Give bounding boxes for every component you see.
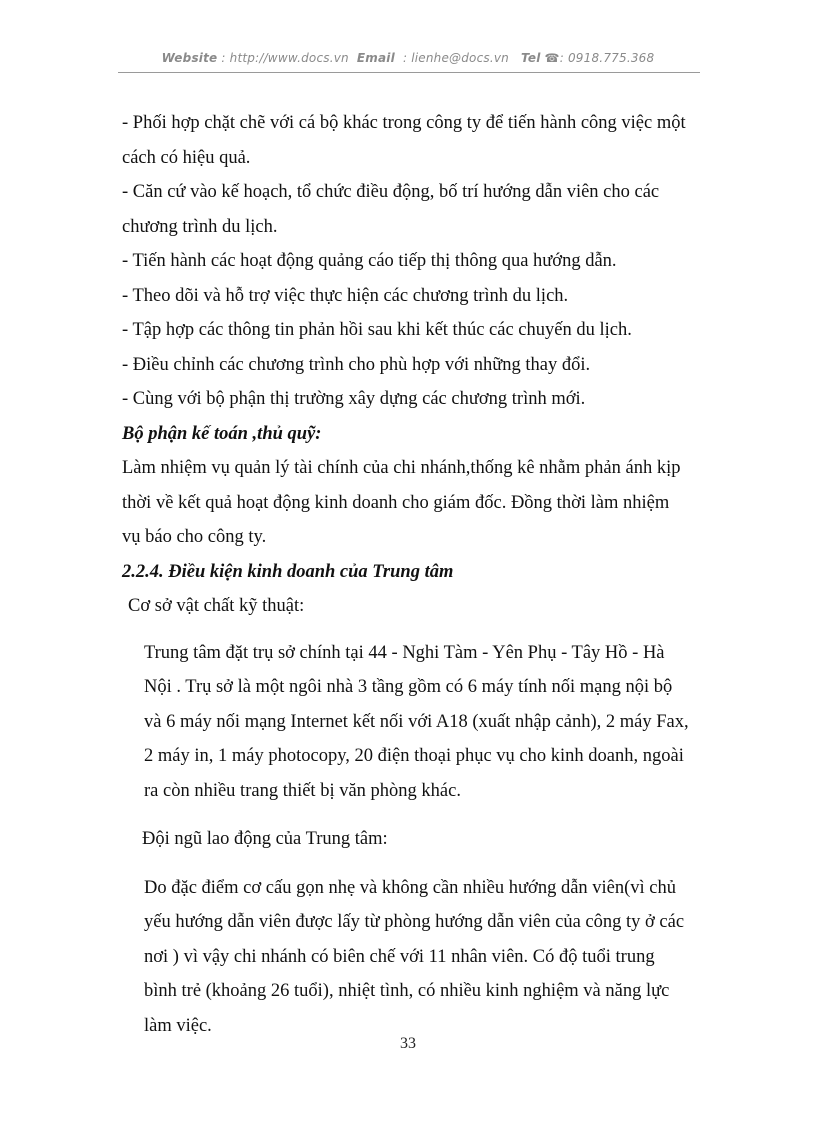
section-heading-business-conditions: 2.2.4. Điều kiện kinh doanh của Trung tâm bbox=[122, 561, 454, 582]
text-line: - Tập hợp các thông tin phản hồi sau khi kết thúc các chuyến du lịch. bbox=[122, 320, 632, 340]
text-line: - Căn cứ vào kế hoạch, tổ chức điều động, bố trí hướng dẫn viên cho các bbox=[122, 182, 660, 202]
page-number: 33 bbox=[400, 1035, 416, 1052]
text-line: - Điều chỉnh các chương trình cho phù hợp với những thay đổi. bbox=[122, 354, 591, 375]
text-line: 2 máy in, 1 máy photocopy, 20 điện thoại phục vụ cho kinh doanh, ngoài bbox=[144, 746, 684, 766]
text-line: Trung tâm đặt trụ sở chính tại 44 - Nghi Tàm - Yên Phụ - Tây Hồ - Hà bbox=[144, 642, 665, 663]
text-line: cách có hiệu quả. bbox=[122, 147, 251, 168]
header-divider bbox=[118, 72, 700, 73]
website-label: Website bbox=[161, 51, 218, 65]
text-line: vụ báo cho công ty. bbox=[122, 527, 267, 547]
text-line: chương trình du lịch. bbox=[122, 216, 278, 237]
email-value: : lienhe@docs.vn bbox=[402, 51, 509, 65]
text-line: nơi ) vì vậy chi nhánh có biên chế với 11 nhân viên. Có độ tuổi trung bbox=[144, 946, 655, 967]
text-line: Do đặc điểm cơ cấu gọn nhẹ và không cần nhiều hướng dẫn viên(vì chủ bbox=[144, 877, 677, 898]
text-line: - Theo dõi và hỗ trợ việc thực hiện các chương trình du lịch. bbox=[122, 285, 569, 306]
page-header bbox=[118, 51, 698, 65]
text-line: - Phối hợp chặt chẽ với cá bộ khác trong công ty để tiến hành công việc một bbox=[122, 113, 686, 133]
subheading-staff: Đội ngũ lao động của Trung tâm: bbox=[142, 829, 388, 849]
text-line: yếu hướng dẫn viên được lấy từ phòng hướng dẫn viên của công ty ở các bbox=[144, 912, 685, 932]
text-line: - Cùng với bộ phận thị trường xây dựng các chương trình mới. bbox=[122, 389, 586, 409]
website-value: : http://www.docs.vn bbox=[221, 51, 349, 65]
subheading-facilities: Cơ sở vật chất kỹ thuật: bbox=[128, 596, 305, 616]
text-line: ra còn nhiều trang thiết bị văn phòng khác. bbox=[144, 780, 461, 801]
text-line: thời về kết quả hoạt động kinh doanh cho giám đốc. Đồng thời làm nhiệm bbox=[122, 492, 670, 513]
phone-icon: ☎ bbox=[544, 51, 560, 65]
text-line: Làm nhiệm vụ quản lý tài chính của chi nhánh,thống kê nhằm phản ánh kịp bbox=[122, 458, 681, 478]
section-heading-accounting: Bộ phận kế toán ,thủ quỹ: bbox=[122, 423, 322, 444]
text-line: Nội . Trụ sở là một ngôi nhà 3 tầng gồm có 6 máy tính nối mạng nội bộ bbox=[144, 677, 673, 697]
text-line: và 6 máy nối mạng Internet kết nối với A18 (xuất nhập cảnh), 2 máy Fax, bbox=[144, 711, 689, 732]
text-line: làm việc. bbox=[144, 1015, 212, 1036]
document-body bbox=[122, 106, 702, 1043]
tel-value: : 0918.775.368 bbox=[559, 51, 655, 65]
text-line: bình trẻ (khoảng 26 tuổi), nhiệt tình, có nhiều kinh nghiệm và năng lực bbox=[144, 981, 670, 1001]
email-label: Email bbox=[356, 51, 395, 65]
text-line: - Tiến hành các hoạt động quảng cáo tiếp thị thông qua hướng dẫn. bbox=[122, 251, 617, 271]
tel-label: Tel bbox=[521, 51, 541, 65]
